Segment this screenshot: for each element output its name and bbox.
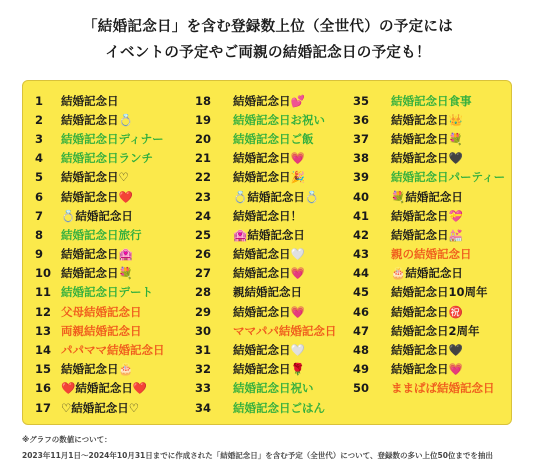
rank-label: 結婚記念日ご飯 <box>233 131 314 146</box>
ranking-row <box>353 245 505 264</box>
rank-number: 13 <box>35 323 52 338</box>
ranking-row <box>353 225 505 244</box>
rank-number: 35 <box>353 93 370 108</box>
rank-number: 29 <box>195 304 212 319</box>
rank-label: 結婚記念日食事 <box>391 93 472 108</box>
rank-label: 結婚記念日💕 <box>233 93 305 108</box>
rank-label: ❤️結婚記念日❤️ <box>61 381 148 396</box>
rank-label: 結婚記念日🏩 <box>61 247 133 262</box>
ranking-row <box>195 283 336 302</box>
rank-number: 34 <box>195 400 212 415</box>
ranking-row <box>195 264 336 283</box>
rank-number: 36 <box>353 112 370 127</box>
ranking-row <box>23 302 165 321</box>
ranking-row <box>195 225 336 244</box>
ranking-row <box>23 187 165 206</box>
ranking-row <box>353 264 505 283</box>
rank-number: 21 <box>195 151 212 166</box>
rank-label: 結婚記念日㊗️ <box>391 304 463 319</box>
rank-label: 結婚記念日ごはん <box>233 400 325 415</box>
ranking-row <box>353 110 505 129</box>
footnote-title: ※グラフの数値について： <box>22 435 112 444</box>
rank-label: 親結婚記念日 <box>233 285 302 300</box>
ranking-row <box>195 398 336 417</box>
rank-label: 結婚記念日💐 <box>391 131 463 146</box>
ranking-row <box>23 321 165 340</box>
rank-label: 🎂結婚記念日 <box>391 266 463 281</box>
ranking-row <box>23 360 165 379</box>
ranking-row <box>195 168 336 187</box>
ranking-row <box>23 91 165 110</box>
rank-label: ままぱぱ結婚記念日 <box>391 381 495 396</box>
rank-label: 結婚記念日🌹 <box>233 362 305 377</box>
ranking-row <box>195 206 336 225</box>
rank-label: 結婚記念日💗 <box>233 151 305 166</box>
rank-label: 親の結婚記念日 <box>391 247 472 262</box>
rank-label: 結婚記念日ランチ <box>61 151 153 166</box>
rank-number: 44 <box>353 266 370 281</box>
ranking-row <box>195 340 336 359</box>
ranking-column-3 <box>353 91 505 398</box>
ranking-row <box>195 302 336 321</box>
ranking-row <box>353 149 505 168</box>
rank-number: 3 <box>35 131 44 146</box>
rank-label: ママパパ結婚記念日 <box>233 323 337 338</box>
rank-number: 39 <box>353 170 370 185</box>
rank-label: 結婚記念日🖤 <box>391 343 463 358</box>
ranking-row <box>23 129 165 148</box>
rank-label: 💐結婚記念日 <box>391 189 463 204</box>
rank-number: 9 <box>35 247 44 262</box>
ranking-row <box>195 321 336 340</box>
rank-number: 10 <box>35 266 52 281</box>
rank-label: 結婚記念日祝い <box>233 381 314 396</box>
rank-label: 結婚記念日10周年 <box>391 285 488 300</box>
rank-label: パパママ結婚記念日 <box>61 343 165 358</box>
rank-label: 結婚記念日💗 <box>233 266 305 281</box>
rank-number: 15 <box>35 362 52 377</box>
rank-number: 28 <box>195 285 212 300</box>
rank-number: 48 <box>353 343 370 358</box>
heading-line-1: 「結婚記念日」を含む登録数上位（全世代）の予定には <box>83 19 453 35</box>
ranking-row <box>195 360 336 379</box>
rank-number: 11 <box>35 285 52 300</box>
ranking-row <box>23 110 165 129</box>
rank-number: 30 <box>195 323 212 338</box>
rank-number: 26 <box>195 247 212 262</box>
ranking-row <box>353 91 505 110</box>
ranking-row <box>23 379 165 398</box>
rank-label: 結婚記念日！ <box>233 208 302 223</box>
rank-number: 19 <box>195 112 212 127</box>
rank-number: 40 <box>353 189 370 204</box>
rank-label: 結婚記念日🖤 <box>391 151 463 166</box>
rank-number: 12 <box>35 304 52 319</box>
rank-label: 結婚記念日ディナー <box>61 131 164 146</box>
rank-label: 結婚記念日💐 <box>61 266 133 281</box>
rank-label: 結婚記念日デート <box>61 285 153 300</box>
rank-label: 両親結婚記念日 <box>61 323 142 338</box>
ranking-row <box>23 398 165 417</box>
rank-label: 結婚記念日🎉 <box>233 170 305 185</box>
rank-number: 27 <box>195 266 212 281</box>
rank-number: 20 <box>195 131 212 146</box>
ranking-row <box>23 168 165 187</box>
rank-number: 23 <box>195 189 212 204</box>
rank-number: 5 <box>35 170 44 185</box>
ranking-row <box>353 302 505 321</box>
rank-label: 💍結婚記念日💍 <box>233 189 320 204</box>
ranking-column-2 <box>195 91 336 417</box>
ranking-row <box>23 206 165 225</box>
rank-number: 16 <box>35 381 52 396</box>
rank-number: 22 <box>195 170 212 185</box>
rank-number: 49 <box>353 362 370 377</box>
rank-label: 結婚記念日❤️ <box>61 189 133 204</box>
rank-number: 7 <box>35 208 44 223</box>
ranking-row <box>353 379 505 398</box>
ranking-row <box>195 91 336 110</box>
ranking-panel <box>22 80 512 425</box>
rank-number: 18 <box>195 93 212 108</box>
rank-label: 結婚記念日🎂 <box>61 362 133 377</box>
ranking-row <box>195 149 336 168</box>
ranking-row <box>353 360 505 379</box>
ranking-row <box>353 283 505 302</box>
rank-label: 結婚記念日🤍 <box>233 247 305 262</box>
ranking-row <box>23 283 165 302</box>
rank-number: 25 <box>195 227 212 242</box>
heading <box>0 14 536 66</box>
rank-number: 41 <box>353 208 370 223</box>
rank-number: 43 <box>353 247 370 262</box>
rank-number: 50 <box>353 381 370 396</box>
rank-label: 結婚記念日💒 <box>391 227 463 242</box>
rank-number: 38 <box>353 151 370 166</box>
ranking-row <box>353 206 505 225</box>
rank-label: 💍結婚記念日 <box>61 208 133 223</box>
rank-number: 24 <box>195 208 212 223</box>
footnote <box>22 432 493 464</box>
rank-number: 33 <box>195 381 212 396</box>
footnote-text: 2023年11月1日〜2024年10月31日までに作成された「結婚記念日」を含む予定（全世代）について、登録数の多い上位50位までを抽出 <box>22 451 493 460</box>
ranking-row <box>23 340 165 359</box>
ranking-row <box>23 225 165 244</box>
rank-label: 結婚記念日💝 <box>391 208 463 223</box>
rank-number: 6 <box>35 189 44 204</box>
rank-label: 結婚記念日2周年 <box>391 323 480 338</box>
ranking-row <box>195 245 336 264</box>
rank-number: 47 <box>353 323 370 338</box>
rank-label: 結婚記念日💍 <box>61 112 133 127</box>
ranking-row <box>353 187 505 206</box>
ranking-row <box>23 149 165 168</box>
rank-number: 37 <box>353 131 370 146</box>
rank-label: 結婚記念日お祝い <box>233 112 325 127</box>
ranking-row <box>195 379 336 398</box>
rank-number: 1 <box>35 93 44 108</box>
rank-number: 8 <box>35 227 44 242</box>
ranking-row <box>353 168 505 187</box>
rank-number: 17 <box>35 400 52 415</box>
ranking-row <box>353 321 505 340</box>
rank-number: 45 <box>353 285 370 300</box>
heading-line-2: イベントの予定やご両親の結婚記念日の予定も！ <box>105 45 431 61</box>
ranking-column-1 <box>23 91 165 417</box>
ranking-row <box>353 129 505 148</box>
ranking-row <box>195 110 336 129</box>
ranking-row <box>195 129 336 148</box>
rank-label: 結婚記念日 <box>61 93 119 108</box>
rank-number: 32 <box>195 362 212 377</box>
ranking-row <box>23 245 165 264</box>
rank-label: 結婚記念日💗 <box>391 362 463 377</box>
rank-label: 🏩結婚記念日 <box>233 227 305 242</box>
rank-label: 結婚記念日👑 <box>391 112 463 127</box>
rank-label: 結婚記念日🤍 <box>233 343 305 358</box>
rank-label: 結婚記念日♡ <box>61 170 129 185</box>
rank-label: 結婚記念日旅行 <box>61 227 142 242</box>
ranking-row <box>353 340 505 359</box>
rank-number: 46 <box>353 304 370 319</box>
rank-number: 4 <box>35 151 44 166</box>
rank-label: 結婚記念日パーティー <box>391 170 506 185</box>
ranking-row <box>195 187 336 206</box>
rank-number: 14 <box>35 343 52 358</box>
ranking-row <box>23 264 165 283</box>
rank-label: 結婚記念日💗 <box>233 304 305 319</box>
rank-number: 31 <box>195 343 212 358</box>
rank-number: 42 <box>353 227 370 242</box>
rank-label: ♡結婚記念日♡ <box>61 400 140 415</box>
rank-label: 父母結婚記念日 <box>61 304 142 319</box>
rank-number: 2 <box>35 112 44 127</box>
